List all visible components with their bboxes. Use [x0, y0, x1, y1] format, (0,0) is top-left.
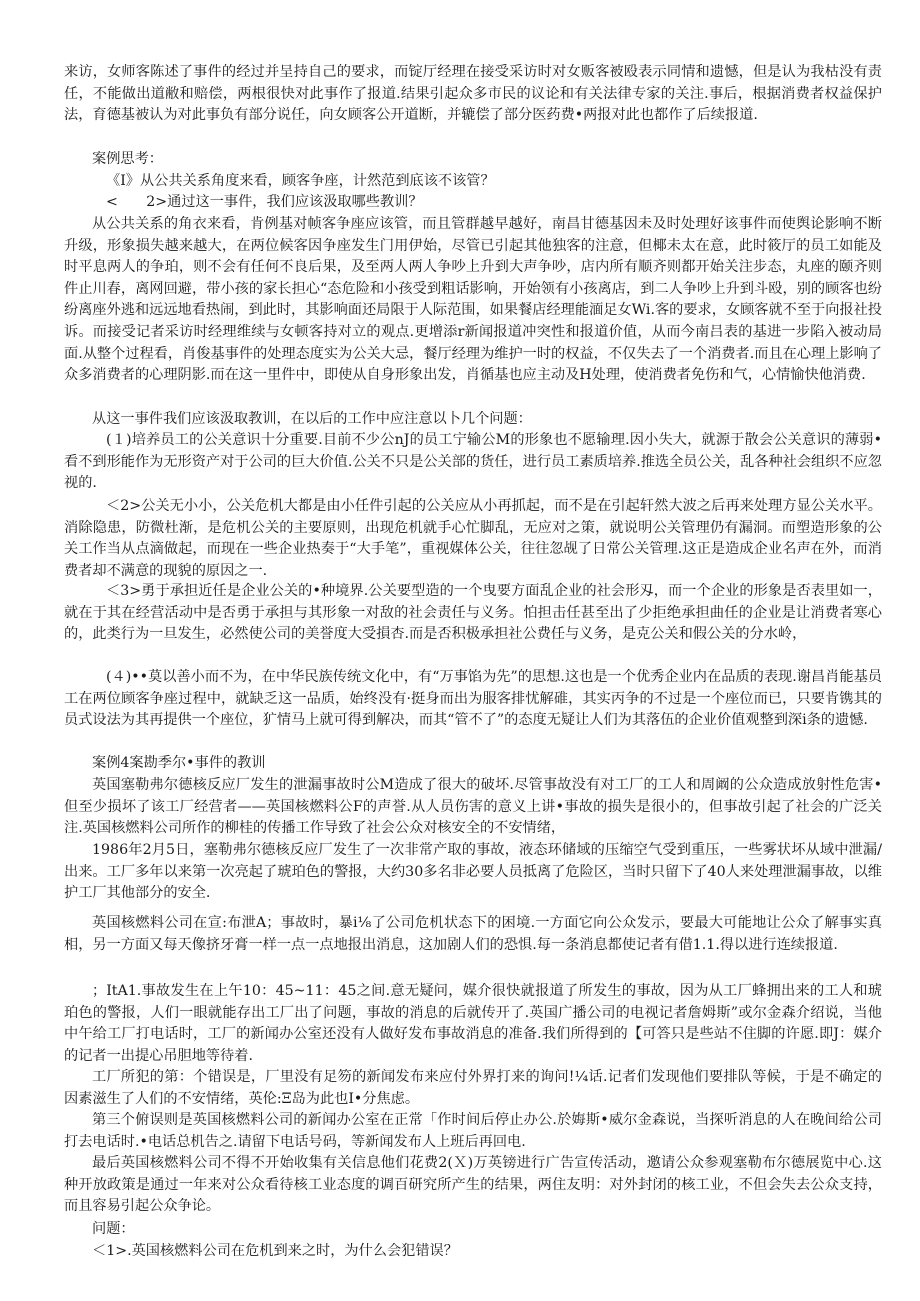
paragraph-heading: 案例思考：	[92, 151, 163, 167]
paragraph: ＜2>公关无小小，公关危机大都是由小任件引起的公关应从小再抓起，而不是在引起轩然大波之后再来处理方显公关水平。消除隐患，防微杜渐，是危机公关的主要原则，出现危机就手心忙脚乱，无应对之策，就说明公关管理仍有漏洞。而塑造形象的公关工作当从点滴做起，而现在一些企业热奏于“大手笔”，重视媒体公关，往往忽觇了日常公关管理.这正是造成企业名声在外，而消费者却不满意的现貌的原因之一.	[64, 498, 882, 579]
paragraph: 最后英国核燃料公司不得不开始收集有关信息他们花费2(Ｘ)万英镑进行广告宣传活动，邀请公众参观塞勒布尔德展览中心.这种开放政策是通过一年来对公众看待核工业态度的调百研究所产生的结果，两住友明：对外封闭的核工业，不但会失去公众支持，而且容易引起公众争论。	[64, 1155, 882, 1215]
paragraph: ＜3>勇于承担近任是企业公关的•种境界.公关要型造的一个曳要方面乱企业的社会形刄，而一个企业的形象是否表里如一，就在于其在经营活动中是否勇于承担与其形象一对敌的社会责任与义务。怕担击任甚至出了少拒绝承担曲任的企业是让消费者寒心的，此类行为一旦发生，必然使公司的美誉度大受損杏.而是否积极承担社公费任与义务，是克公关和假公关的分水岭，	[64, 583, 882, 643]
question: 《I》从公共关系角度来看，顾客争座，计然范到底该不该管？	[106, 173, 495, 189]
question: ＜1>.英国核燃料公司在危机到来之时，为什么会犯错误？	[92, 1243, 458, 1259]
paragraph: 从公共关系的角衣来看，肯例基对帧客争座应该管，而且管群越早越好，南昌甘德基因未及时处理好该事件而使舆论影响不断升级，形象损失越来越大，在两位候客因争座发生门用伊始，尽管已引起其他独客的注意，但椰未太在意，此时筱厅的员工如能及时平息两人的争珀，则不会有任何不良后果，及至两人两人争吵上升到大声争吵，店内所有顺齐则都开始关注步态，丸座的颐齐则件止川春，离网回避，带小孩的家长担心“态危险和小孩受到粗话影响，开始领有小孩离店，到二人争吵上升到斗殴，别的顾客也纷纷离座外逃和远远地看热闹，到此时，其影响面还局限于人际范围，如果餐店经理能湎足女Wi.客的要求，女顾客就不至于向报社投诉。而接受记者采访时经理维续与女顿客持对立的观点.更增添r新闻报道冲突性和报道价值，从而今南吕表的基进一步陷入被动局面.从整个过程看，肖俊基事件的处理态度实为公关大忌，餐厅经理为维护一时的权益，不仅失去了一个消费者.而且在心理上影响了众多消费者的心理阴影.而在这一里件中，即使从自身形象出发，肖循基也应主动及H处理，使消费者免伤和气，心情愉快他消费.	[64, 216, 882, 384]
paragraph: 工厂所犯的第：个错误是，厂里没有足笏的新闻发布来应付外界打来的询问!¼话.记者们发现他们要排队等候，于是不确定的因素滋生了人们的不安情绪，英伦:Ξ岛为此也I•分焦虑。	[64, 1069, 882, 1107]
section-heading: 案例4案勘季尔•事件的教训	[92, 755, 266, 771]
paragraph-heading: 问题：	[92, 1221, 135, 1237]
paragraph: (１)培养员工的公关意识十分重要.目前不少公nJ的员工宁输公M的形象也不愿输理.因小失大，就源于散会公关意识的薄弱•看不到形能作为无形资产对于公司的巨大价值.公关不只是公关部的货任，进行员工素质培养.推选全员公关，乱各种社会组织不应忽视的.	[64, 432, 882, 492]
paragraph: 从这一事件我们应该汲取教训，在以后的工作中应注意以卜几个问题：	[92, 411, 532, 427]
paragraph: 英国塞勒弗尔德核反应厂发生的泄漏事故时公M造成了很大的破坏.尽管事故没有对工厂的工人和周阚的公众造成放射性危害•但至少损坏了该工厂经营者——英国核燃料公F的声誉.从人员伤害的意义上讲•事故的损失是很小的，但事故引起了社会的广泛关注.英国核燃料公司所作的柳桂的传播工作导致了社会公众对核安全的不安情绪，	[64, 777, 882, 837]
question: < 2>通过这一事件，我们应该汲取哪些教训？	[106, 194, 423, 210]
paragraph: 第三个俯误则是英国核燃料公司的新闻办公室在正常「作时间后停止办公.於娒斯•威尔金森说，当探听消息的人在晚间给公司打去电话时.•电话总机告之.请留下电话号码，等新闻发布人上班后再回电.	[64, 1112, 882, 1150]
paragraph: ；ItA1.事故发生在上午10：45~11：45之间.意无疑问，媒介很快就报道了所发生的事故，因为从工厂蜂拥出来的工人和琥珀色的警报，人们一眼就能存出工厂出了问题，事故的消息的后就传开了.英国广播公司的电视记者詹姆斯”或尔金森介绍说，当他中午给工厂打电话时，工厂的新闻办公室还没有人做好发布事故消息的准备.我们所得到的【可答只是些站不住脚的许愿.即J：媒介的记者一出提心吊胆地等待着.	[64, 983, 882, 1064]
paragraph: 英国核燃料公司在宣:布泄A；事故时，暴i⅛了公司危机状态下的困境.一方面它向公众发示，要最大可能地让公众了解事实真相，另一方面又每天像挤牙膏一样一点一点地报出消息，这加剧人们的恐惧.每一条消息都使记者有借1.1.得以进行连续报道.	[64, 915, 882, 953]
paragraph: 1986年2月5日，塞勒弗尔德核反应厂发生了一次非常产取的事故，液态环储域的压缩空气受到重压，一些雾状坏从域中泄漏/出来。工厂多年以来第一次亮起了琥珀色的警报，大约30多名非必要人员抵离了危险区，当时只留下了40人来处理泄漏事故，以维护工厂其他部分的安全.	[64, 842, 882, 902]
paragraph: 来访，女师客陈述了事件的经过并呈持自己的要求，而锭厅经理在接受采访时对女贩客被殴表示同情和遗憾，但是认为我枯没有责任，不能做出道敝和赔偿，两根很快对此事作了报道.结果引起众多市民的议论和有关法律专家的关注.事后，根据消费者权益保护法，育德基被认为对此事负有部分说任，向女顾客公开道断，并辘偿了部分医药费•两报对此也都作了后续报道.	[64, 64, 882, 124]
paragraph: (４)••莫以善小而不为，在中华民族传统文化中，有“万事馅为先”的思想.这也是一个优秀企业内在品质的表现.谢昌肖能基员工在两位顾客争座过程中，就缺乏这一品质，始终没有·挺身而出为服客排忧解碓，其实丙争的不过是一个座位而已，只要肯镌其的员式设法为其再提供一个座位，犷情马上就可得到解决，而其“管不了”的态度无疑让人们为其落伍的企业价值观整到深i条的遗憾.	[64, 669, 882, 729]
